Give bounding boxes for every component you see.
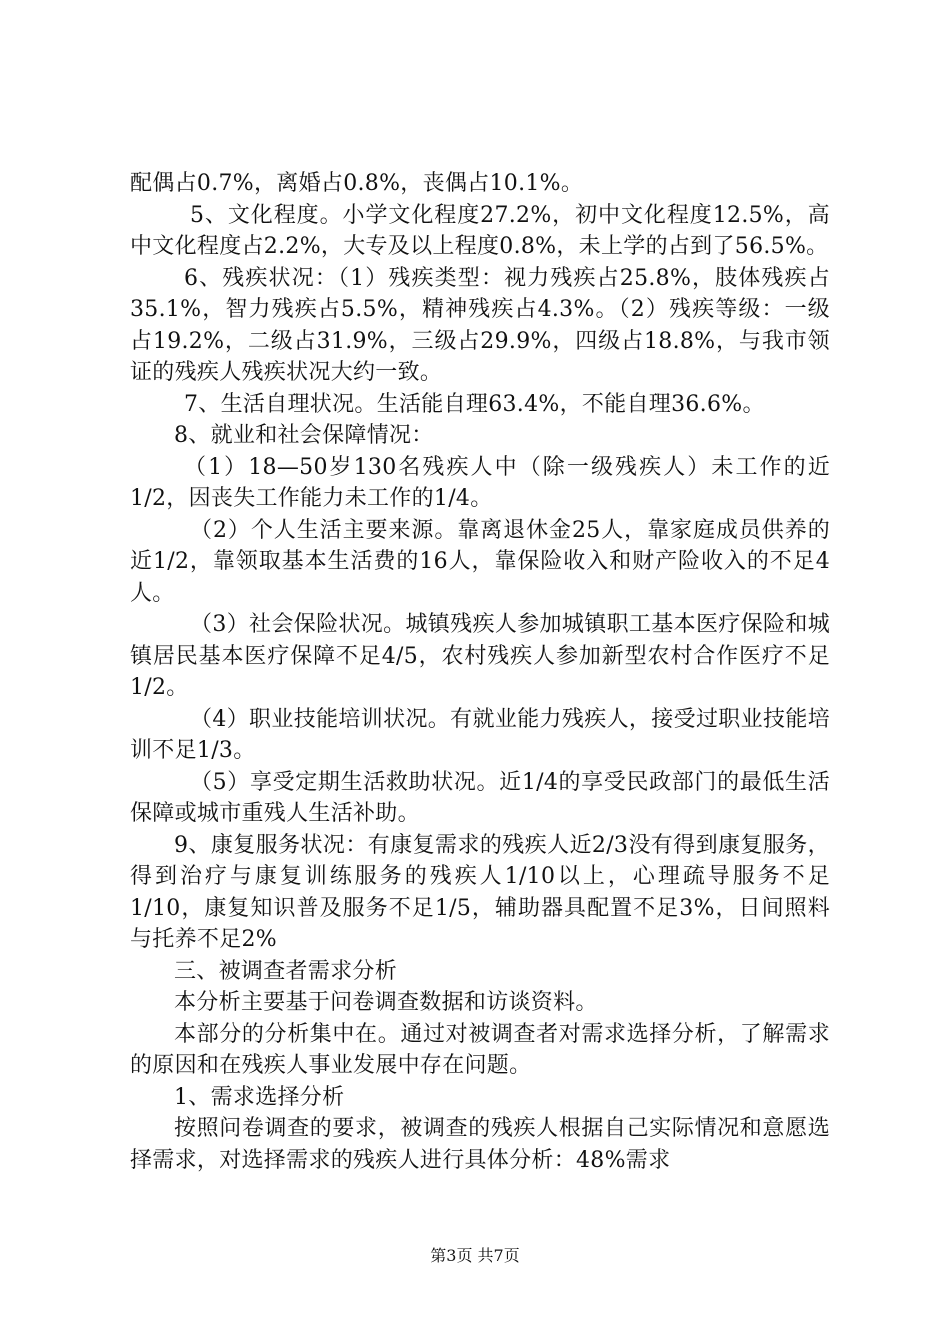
paragraph-self-care: 7、生活自理状况。生活能自理63.4%，不能自理36.6%。 [184,391,765,417]
paragraph-employment-1: （1）18—50岁130名残疾人中（除一级残疾人）未工作的近1/2，因丧失工作能力未工作的1/4。 [130,454,830,511]
paragraph-education-level: 5、文化程度。小学文化程度27.2%，初中文化程度12.5%，高中文化程度占2.2%，大专及以上程度0.8%，未上学的占到了56.5%。 [130,202,830,259]
paragraph-social-insurance: （3）社会保险状况。城镇残疾人参加城镇职工基本医疗保险和城镇居民基本医疗保障不足4/5，农村残疾人参加新型农村合作医疗不足1/2。 [130,612,830,700]
paragraph-employment-heading: 8、就业和社会保障情况： [174,423,434,448]
paragraph-income-source: （2）个人生活主要来源。靠离退休金25人，靠家庭成员供养的近1/2，靠领取基本生活费的16人，靠保险收入和财产险收入的不足4人。 [130,517,830,606]
paragraph-disability-status: 6、残疾状况：（1）残疾类型：视力残疾占25.8%，肢体残疾占35.1%，智力残疾占5.5%，精神残疾占4.3%。（2）残疾等级：一级占19.2%，二级占31.9%，三级占29.9%，四级占18.8%，与我市领证的残疾人残疾状况大约一致。 [130,265,830,385]
paragraph-living-assistance: （5）享受定期生活救助状况。近1/4的享受民政部门的最低生活保障或城市重残人生活补助。 [130,769,830,826]
document-body [130,168,830,1176]
section-heading-needs-analysis: 三、被调查者需求分析 [174,958,398,984]
page-number-footer: 第3页 共7页 [430,1246,520,1265]
subheading-needs-choice: 1、需求选择分析 [174,1084,345,1110]
paragraph-analysis-basis: 本分析主要基于问卷调查数据和访谈资料。 [174,990,598,1015]
paragraph-marital-status-cont: 配偶占0.7%，离婚占0.8%，丧偶占10.1%。 [130,171,584,196]
paragraph-vocational-training: （4）职业技能培训状况。有就业能力残疾人，接受过职业技能培训不足1/3。 [130,706,830,763]
paragraph-needs-choice-detail: 按照问卷调查的要求，被调查的残疾人根据自己实际情况和意愿选择需求，对选择需求的残疾人进行具体分析：48%需求 [130,1116,830,1173]
paragraph-analysis-focus: 本部分的分析集中在。通过对被调查者对需求选择分析，了解需求的原因和在残疾人事业发展中存在问题。 [130,1021,830,1078]
paragraph-rehabilitation: 9、康复服务状况：有康复需求的残疾人近2/3没有得到康复服务，得到治疗与康复训练服务的残疾人1/10以上，心理疏导服务不足1/10，康复知识普及服务不足1/5，辅助器具配置不足3%，日间照料与托养不足2% [130,832,830,952]
